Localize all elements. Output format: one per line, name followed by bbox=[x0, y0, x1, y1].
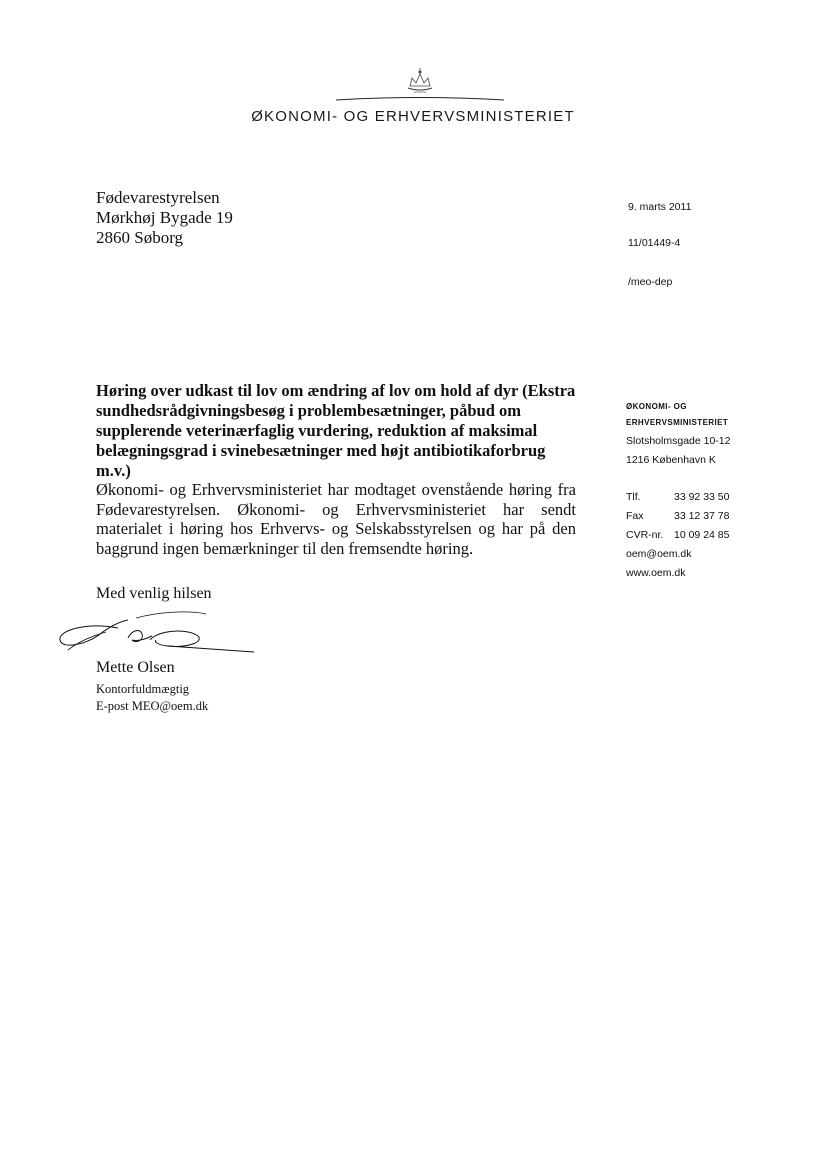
author-initials: /meo-dep bbox=[628, 276, 673, 288]
letter-subject: Høring over udkast til lov om ændring af lov om hold af dyr (Ekstra sundhedsrådgivningsbesøg i problembesætninger, påbud om supplerende veterinærfaglig vurdering, reduktion af maksimal belægningsgrad i svinebesætninger med højt antibiotikaforbrug m.v.) bbox=[96, 381, 576, 480]
fax-label: Fax bbox=[626, 510, 644, 522]
fax-number: 33 12 37 78 bbox=[674, 510, 730, 522]
sender-email: oem@oem.dk bbox=[626, 548, 692, 560]
sender-contact bbox=[626, 488, 729, 583]
sender-name bbox=[626, 399, 728, 431]
cvr-row bbox=[626, 526, 729, 545]
sender-street: Slotsholmsgade 10-12 bbox=[626, 435, 731, 447]
closing-greeting: Med venlig hilsen bbox=[96, 585, 212, 602]
phone-row bbox=[626, 488, 729, 507]
crown-emblem-icon bbox=[400, 66, 440, 96]
sender-website: www.oem.dk bbox=[626, 567, 686, 579]
recipient-name: Fødevarestyrelsen bbox=[96, 188, 220, 207]
signer-title: Kontorfuldmægtig bbox=[96, 682, 190, 696]
case-reference: 11/01449-4 bbox=[628, 237, 681, 249]
sender-name-line1: ØKONOMI- OG bbox=[626, 402, 687, 411]
sender-address bbox=[626, 432, 730, 470]
sender-name-line2: ERHVERVSMINISTERIET bbox=[626, 418, 729, 427]
letter-date: 9. marts 2011 bbox=[628, 201, 692, 213]
cvr-number: 10 09 24 85 bbox=[674, 529, 730, 541]
signer-name: Mette Olsen bbox=[96, 659, 175, 676]
cvr-label: CVR-nr. bbox=[626, 529, 664, 541]
sender-city: 1216 København K bbox=[626, 454, 716, 466]
phone-number: 33 92 33 50 bbox=[674, 491, 730, 503]
signer-email: E-post MEO@oem.dk bbox=[96, 699, 209, 713]
fax-row bbox=[626, 507, 729, 526]
recipient-address bbox=[96, 188, 233, 248]
recipient-city: 2860 Søborg bbox=[96, 228, 184, 247]
letterhead-rule bbox=[336, 96, 504, 102]
phone-label: Tlf. bbox=[626, 491, 641, 503]
ministry-name: ØKONOMI- OG ERHVERVSMINISTERIET bbox=[251, 108, 575, 125]
letter-body: Økonomi- og Erhvervsministeriet har modtaget ovenstående høring fra Fødevarestyrelsen. Økonomi- og Erhvervsministeriet har sendt materialet i høring hos Erhvervs- og Selskabsstyrelsen og har på den baggrund ingen bemærkninger til den fremsendte høring. bbox=[96, 480, 576, 558]
recipient-street: Mørkhøj Bygade 19 bbox=[96, 208, 233, 227]
handwritten-signature bbox=[48, 600, 258, 662]
